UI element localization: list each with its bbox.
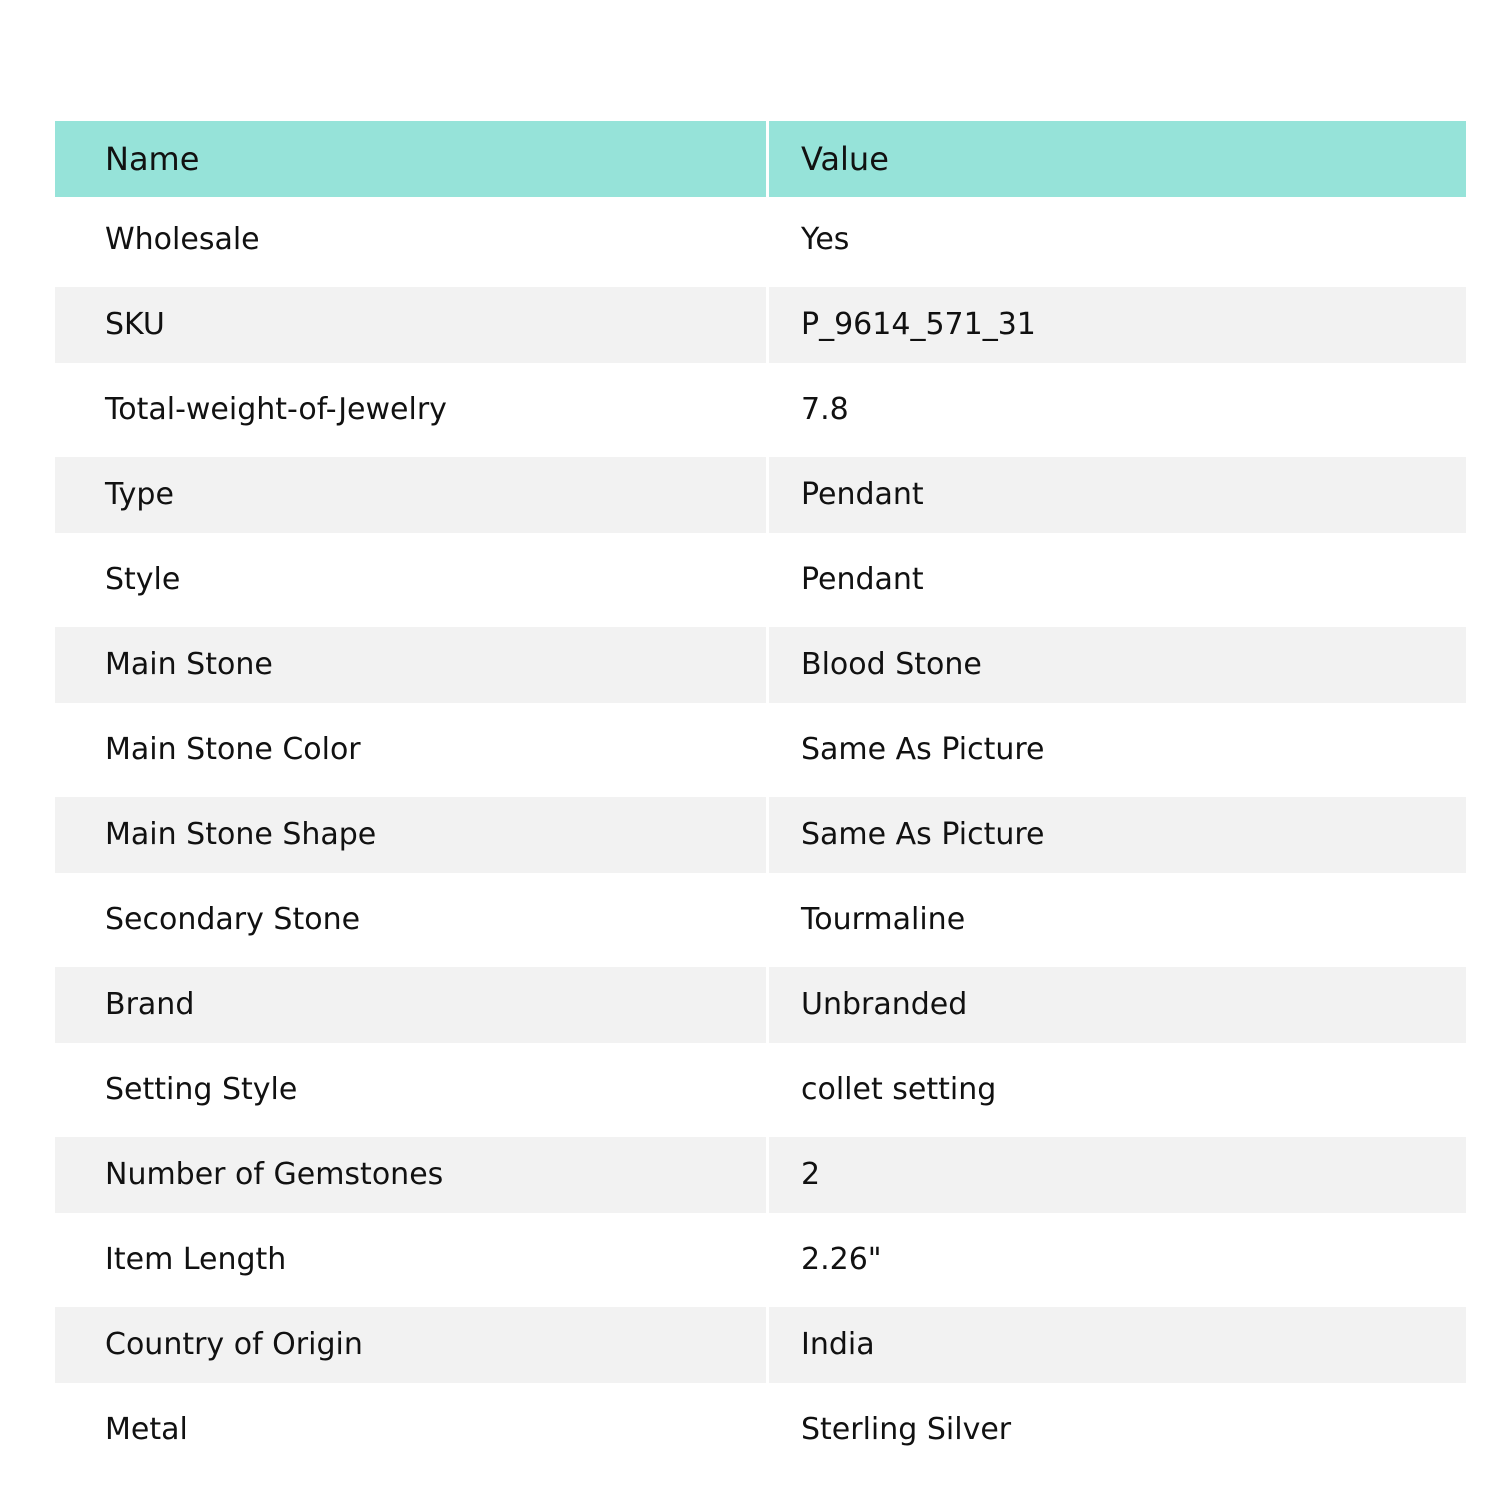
table-body — [55, 197, 1466, 1472]
row-name-cell: Main Stone Shape — [55, 797, 766, 873]
row-value-cell: Blood Stone — [769, 627, 1466, 703]
table-row — [55, 1387, 1466, 1472]
product-spec-table — [55, 121, 1466, 1472]
table-row — [55, 962, 1466, 1047]
table-row — [55, 1217, 1466, 1302]
table-row — [55, 1302, 1466, 1387]
row-value-cell: 2 — [769, 1137, 1466, 1213]
row-name-cell: Country of Origin — [55, 1307, 766, 1383]
table-row — [55, 792, 1466, 877]
row-name-cell: Setting Style — [55, 1047, 766, 1132]
row-name-cell: Number of Gemstones — [55, 1137, 766, 1213]
row-name-cell: Total-weight-of-Jewelry — [55, 367, 766, 452]
table-header-row — [55, 121, 1466, 197]
row-value-cell: Tourmaline — [769, 877, 1466, 962]
row-value-cell: Same As Picture — [769, 707, 1466, 792]
table-row — [55, 537, 1466, 622]
table-row — [55, 1047, 1466, 1132]
row-name-cell: Main Stone — [55, 627, 766, 703]
table-row — [55, 282, 1466, 367]
table-row — [55, 622, 1466, 707]
column-header-name: Name — [55, 121, 766, 197]
table-row — [55, 197, 1466, 282]
row-name-cell: Style — [55, 537, 766, 622]
row-name-cell: Brand — [55, 967, 766, 1043]
row-name-cell: Metal — [55, 1387, 766, 1472]
row-value-cell: Unbranded — [769, 967, 1466, 1043]
row-name-cell: Main Stone Color — [55, 707, 766, 792]
row-name-cell: Secondary Stone — [55, 877, 766, 962]
row-value-cell: Same As Picture — [769, 797, 1466, 873]
row-value-cell: Pendant — [769, 457, 1466, 533]
row-value-cell: collet setting — [769, 1047, 1466, 1132]
table-row — [55, 877, 1466, 962]
row-value-cell: 7.8 — [769, 367, 1466, 452]
row-value-cell: 2.26" — [769, 1217, 1466, 1302]
table-row — [55, 367, 1466, 452]
table-row — [55, 1132, 1466, 1217]
row-value-cell: P_9614_571_31 — [769, 287, 1466, 363]
row-value-cell: Sterling Silver — [769, 1387, 1466, 1472]
row-value-cell: Yes — [769, 197, 1466, 282]
row-name-cell: SKU — [55, 287, 766, 363]
row-value-cell: Pendant — [769, 537, 1466, 622]
table-row — [55, 707, 1466, 792]
table-row — [55, 452, 1466, 537]
row-name-cell: Type — [55, 457, 766, 533]
row-value-cell: India — [769, 1307, 1466, 1383]
row-name-cell: Wholesale — [55, 197, 766, 282]
column-header-value: Value — [769, 121, 1466, 197]
row-name-cell: Item Length — [55, 1217, 766, 1302]
